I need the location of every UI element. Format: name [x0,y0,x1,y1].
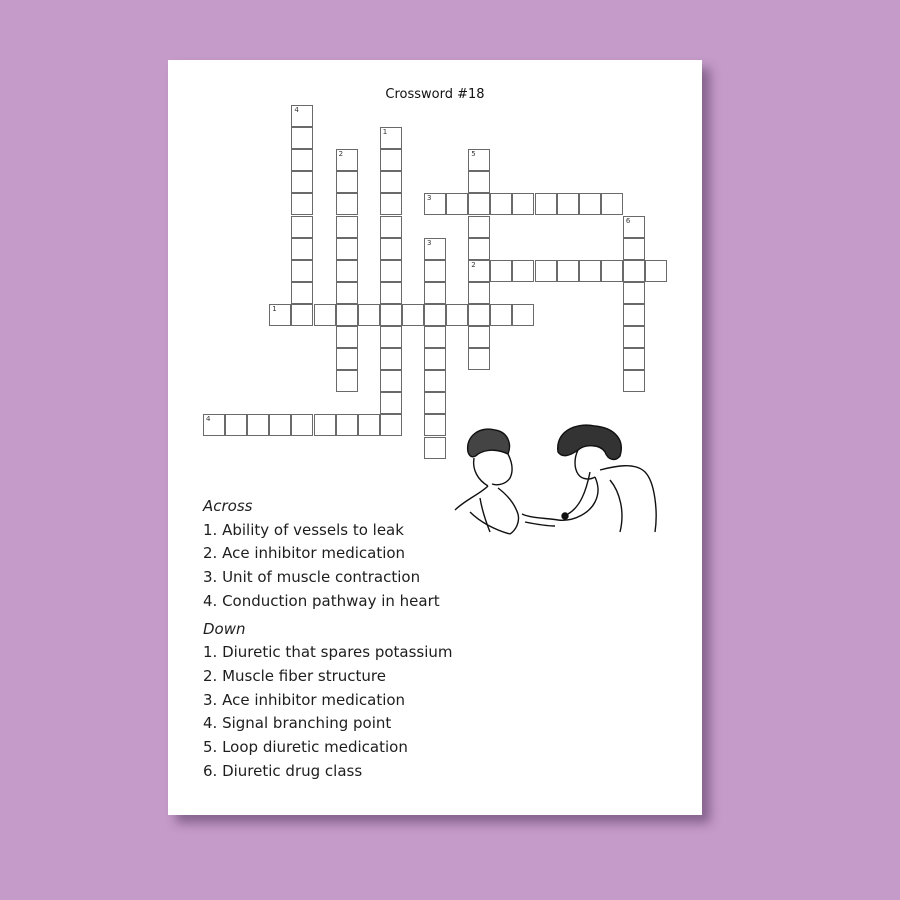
grid-cell[interactable] [446,193,468,215]
down-clue-1: 1. Diuretic that spares potassium [203,643,453,662]
grid-cell[interactable] [623,326,645,348]
grid-cell[interactable] [336,304,358,326]
grid-cell[interactable] [380,282,402,304]
grid-cell[interactable] [424,282,446,304]
grid-cell[interactable] [490,193,512,215]
grid-cell[interactable] [468,348,490,370]
down-clue-6: 6. Diuretic drug class [203,761,363,780]
grid-cell[interactable] [336,149,358,171]
grid-cell[interactable] [424,348,446,370]
grid-cell[interactable] [336,370,358,392]
grid-cell[interactable] [269,304,291,326]
grid-cell[interactable] [336,171,358,193]
across-clue-2: 2. Ace inhibitor medication [203,544,406,563]
grid-cell[interactable] [468,171,490,193]
grid-cell[interactable] [468,238,490,260]
across-clue-4: 4. Conduction pathway in heart [203,591,440,610]
grid-cell[interactable] [380,414,402,436]
grid-cell[interactable] [269,414,291,436]
down-heading: Down [203,619,246,638]
clue-number: 5 [471,150,476,159]
grid-cell[interactable] [336,414,358,436]
clue-list [203,495,453,783]
grid-cell[interactable] [557,260,579,282]
grid-cell[interactable] [380,326,402,348]
grid-cell[interactable] [424,238,446,260]
crossword-page [168,60,702,815]
clue-number: 4 [206,415,211,424]
grid-cell[interactable] [579,193,601,215]
grid-cell[interactable] [247,414,269,436]
grid-cell[interactable] [512,260,534,282]
clue-number: 1 [272,304,277,313]
grid-cell[interactable] [468,216,490,238]
grid-cell[interactable] [380,392,402,414]
grid-cell[interactable] [535,193,557,215]
grid-cell[interactable] [291,171,313,193]
grid-cell[interactable] [380,304,402,326]
grid-cell[interactable] [380,149,402,171]
grid-cell[interactable] [424,304,446,326]
grid-cell[interactable] [490,260,512,282]
grid-cell[interactable] [291,216,313,238]
grid-cell[interactable] [291,260,313,282]
grid-cell[interactable] [424,193,446,215]
across-heading: Across [203,497,253,515]
grid-cell[interactable] [601,193,623,215]
grid-cell[interactable] [291,282,313,304]
grid-cell[interactable] [645,260,667,282]
grid-cell[interactable] [623,370,645,392]
grid-cell[interactable] [490,304,512,326]
grid-cell[interactable] [468,260,490,282]
grid-cell[interactable] [380,348,402,370]
grid-cell[interactable] [225,414,247,436]
grid-cell[interactable] [424,260,446,282]
grid-cell[interactable] [380,193,402,215]
grid-cell[interactable] [336,348,358,370]
grid-cell[interactable] [468,193,490,215]
grid-cell[interactable] [468,326,490,348]
grid-cell[interactable] [468,149,490,171]
grid-cell[interactable] [535,260,557,282]
clue-number: 1 [382,128,388,137]
grid-cell[interactable] [203,414,225,436]
grid-cell[interactable] [579,260,601,282]
grid-cell[interactable] [380,216,402,238]
grid-cell[interactable] [623,348,645,370]
grid-cell[interactable] [291,127,313,149]
grid-cell[interactable] [601,260,623,282]
clue-number: 4 [294,106,299,114]
grid-cell[interactable] [380,238,402,260]
clue-number: 2 [471,260,476,269]
grid-cell[interactable] [468,304,490,326]
grid-cell[interactable] [424,326,446,348]
grid-cell[interactable] [314,414,336,436]
down-clue-5: 5. Loop diuretic medication [203,738,408,757]
grid-cell[interactable] [291,149,313,171]
grid-cell[interactable] [336,282,358,304]
grid-cell[interactable] [380,171,402,193]
grid-cell[interactable] [358,304,380,326]
grid-cell[interactable] [291,238,313,260]
grid-cell[interactable] [623,260,645,282]
grid-cell[interactable] [380,127,402,149]
grid-cell[interactable] [336,326,358,348]
grid-cell[interactable] [380,370,402,392]
grid-cell[interactable] [623,304,645,326]
grid-cell[interactable] [424,392,446,414]
grid-cell[interactable] [424,437,446,459]
across-clue-3: 3. Unit of muscle contraction [203,568,421,587]
grid-cell[interactable] [512,193,534,215]
grid-cell[interactable] [424,370,446,392]
grid-cell[interactable] [336,216,358,238]
grid-cell[interactable] [314,304,336,326]
grid-cell[interactable] [623,238,645,260]
grid-cell[interactable] [380,260,402,282]
grid-cell[interactable] [468,282,490,304]
grid-cell[interactable] [336,260,358,282]
down-clue-2: 2. Muscle fiber structure [203,666,386,685]
grid-cell[interactable] [512,304,534,326]
grid-cell[interactable] [446,304,468,326]
clue-number: 6 [625,216,631,225]
grid-cell[interactable] [623,282,645,304]
down-clue-4: 4. Signal branching point [203,714,392,733]
page-title: Crossword #18 [385,87,485,102]
clue-number: 3 [427,194,432,203]
down-clue-3: 3. Ace inhibitor medication [203,690,406,709]
doctor-patient-illustration [450,422,670,562]
grid-cell[interactable] [336,238,358,260]
grid-cell[interactable] [291,414,313,436]
grid-cell[interactable] [557,193,579,215]
grid-cell[interactable] [336,193,358,215]
grid-cell[interactable] [358,414,380,436]
grid-cell[interactable] [424,414,446,436]
grid-cell[interactable] [291,304,313,326]
grid-cell[interactable] [291,105,313,127]
grid-cell[interactable] [291,193,313,215]
grid-cell[interactable] [402,304,424,326]
clue-number: 3 [427,238,432,247]
across-clue-1: 1. Ability of vessels to leak [203,520,404,539]
grid-cell[interactable] [623,216,645,238]
clue-number: 2 [338,150,344,159]
